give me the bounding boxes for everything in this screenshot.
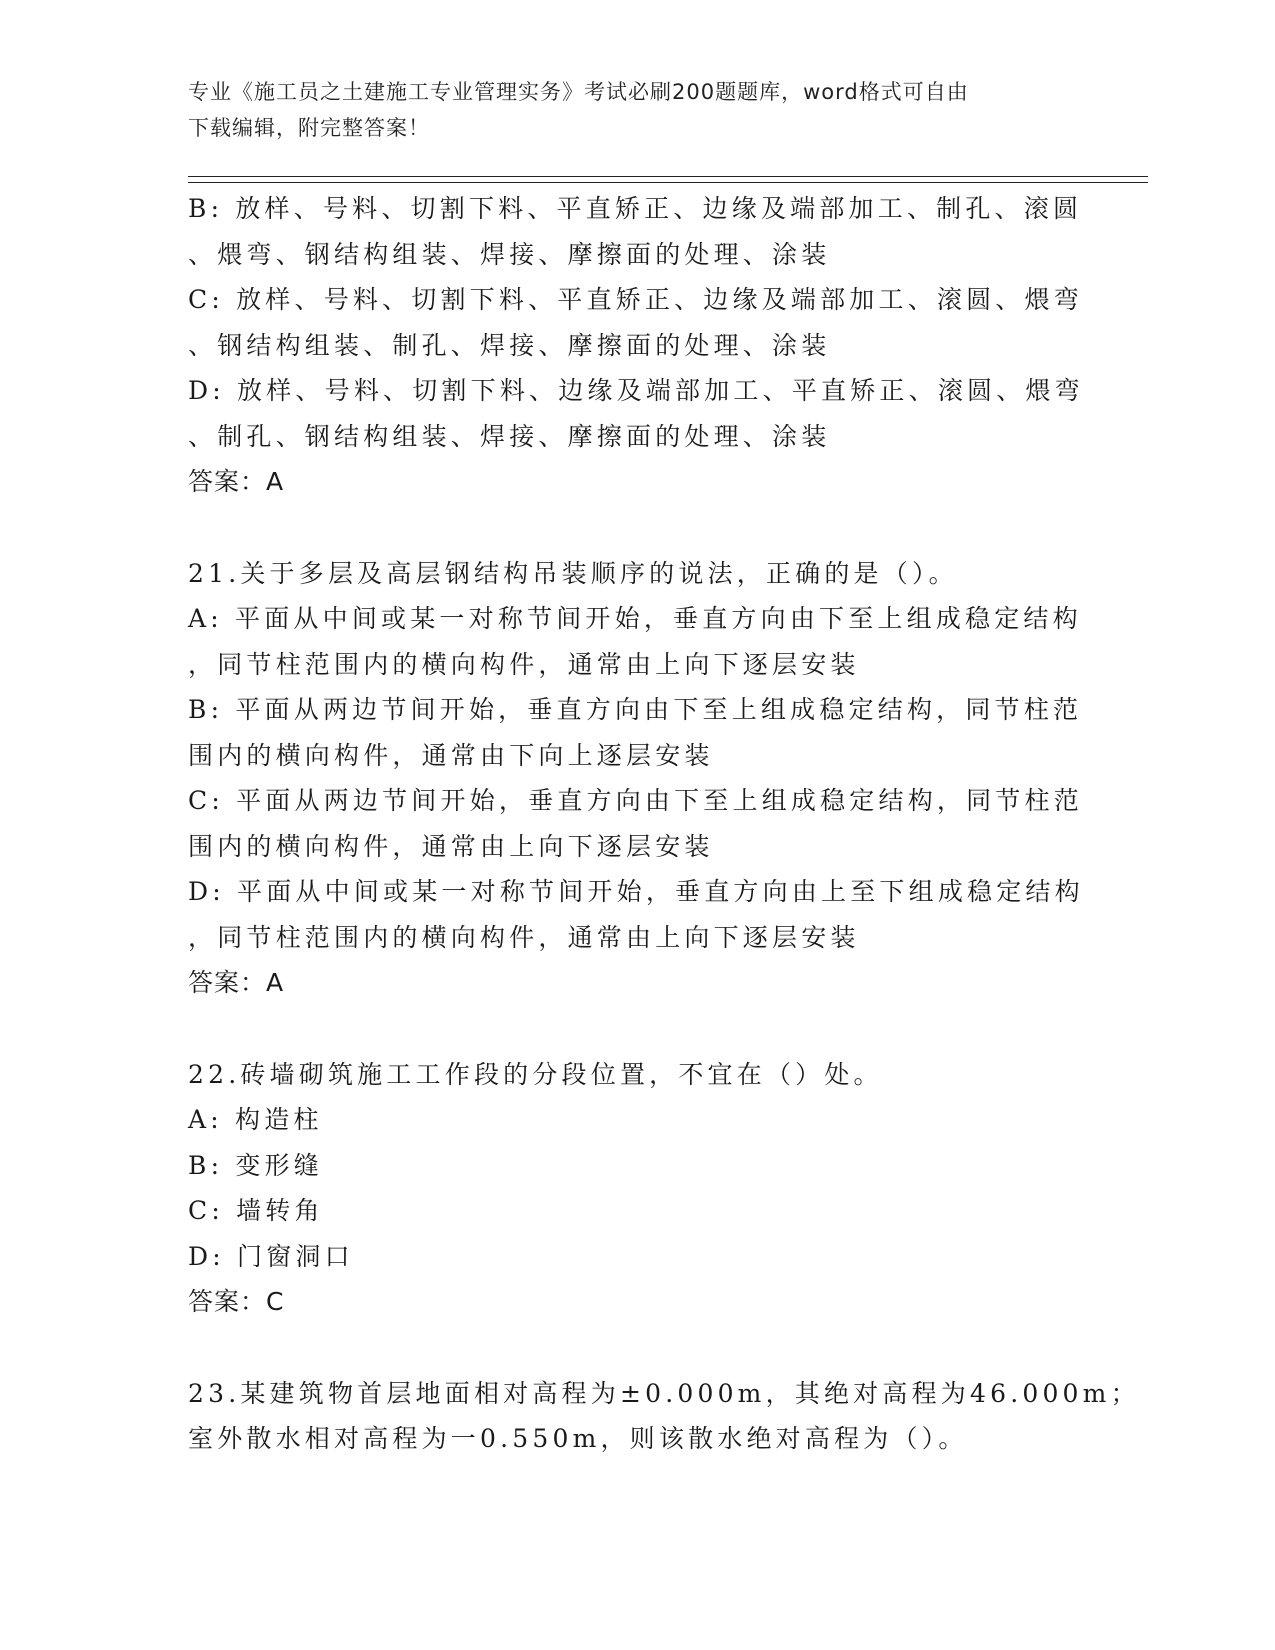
option-b-line-2: 围内的横向构件，通常由下向上逐层安装 <box>188 740 714 770</box>
document-body <box>188 186 1140 1508</box>
answer-line: 答案：C <box>188 1287 285 1316</box>
header-line-1: 专业《施工员之土建施工专业管理实务》考试必刷200题题库，word格式可自由 <box>188 80 969 104</box>
page-header <box>188 74 1068 146</box>
option-a: A: 构造柱 <box>188 1105 323 1134</box>
question-block-23 <box>188 1371 1140 1462</box>
option-c: C: 墙转角 <box>188 1196 324 1225</box>
option-d-line-1: D: 放样、号料、切割下料、边缘及端部加工、平直矫正、滚圆、煨弯 <box>188 376 1084 405</box>
question-block-22 <box>188 1052 1088 1325</box>
option-d-line-1: D: 平面从中间或某一对称节间开始，垂直方向由上至下组成稳定结构 <box>188 877 1084 906</box>
header-double-rule <box>188 176 1148 183</box>
option-d: D: 门窗洞口 <box>188 1241 354 1271</box>
option-d-line-2: 、制孔、钢结构组装、焊接、摩擦面的处理、涂装 <box>188 421 831 451</box>
question-stem-line-2: 室外散水相对高程为一0.550m，则该散水绝对高程为（）。 <box>188 1424 968 1453</box>
question-stem: 22.砖墙砌筑施工工作段的分段位置，不宜在（）处。 <box>188 1059 883 1089</box>
option-a-line-1: A: 平面从中间或某一对称节间开始，垂直方向由下至上组成稳定结构 <box>188 604 1082 633</box>
question-stem-line-1: 23.某建筑物首层地面相对高程为±0.000m，其绝对高程为46.000m； <box>188 1378 1140 1408</box>
option-c-line-1: C: 平面从两边节间开始，垂直方向由下至上组成稳定结构，同节柱范 <box>188 786 1083 815</box>
header-line-2: 下载编辑，附完整答案！ <box>188 116 430 140</box>
option-b: B: 变形缝 <box>188 1150 323 1180</box>
option-c-line-2: 、钢结构组装、制孔、焊接、摩擦面的处理、涂装 <box>188 330 831 360</box>
option-d-line-2: ，同节柱范围内的横向构件，通常由上向下逐层安装 <box>188 922 860 952</box>
option-c-line-2: 围内的横向构件，通常由上向下逐层安装 <box>188 831 714 861</box>
answer-line: 答案：A <box>188 467 285 496</box>
question-block-20 <box>188 186 1088 505</box>
option-c-line-1: C: 放样、号料、切割下料、平直矫正、边缘及端部加工、滚圆、煨弯 <box>188 285 1083 314</box>
question-block-21 <box>188 551 1088 1006</box>
option-b-line-1: B: 平面从两边节间开始，垂直方向由下至上组成稳定结构，同节柱范 <box>188 695 1083 724</box>
option-b-line-1: B: 放样、号料、切割下料、平直矫正、边缘及端部加工、制孔、滚圆 <box>188 194 1083 223</box>
answer-line: 答案：A <box>188 968 285 997</box>
option-b-line-2: 、煨弯、钢结构组装、焊接、摩擦面的处理、涂装 <box>188 239 831 269</box>
question-stem: 21.关于多层及高层钢结构吊装顺序的说法，正确的是（）。 <box>188 558 958 588</box>
option-a-line-2: ，同节柱范围内的横向构件，通常由上向下逐层安装 <box>188 649 860 679</box>
